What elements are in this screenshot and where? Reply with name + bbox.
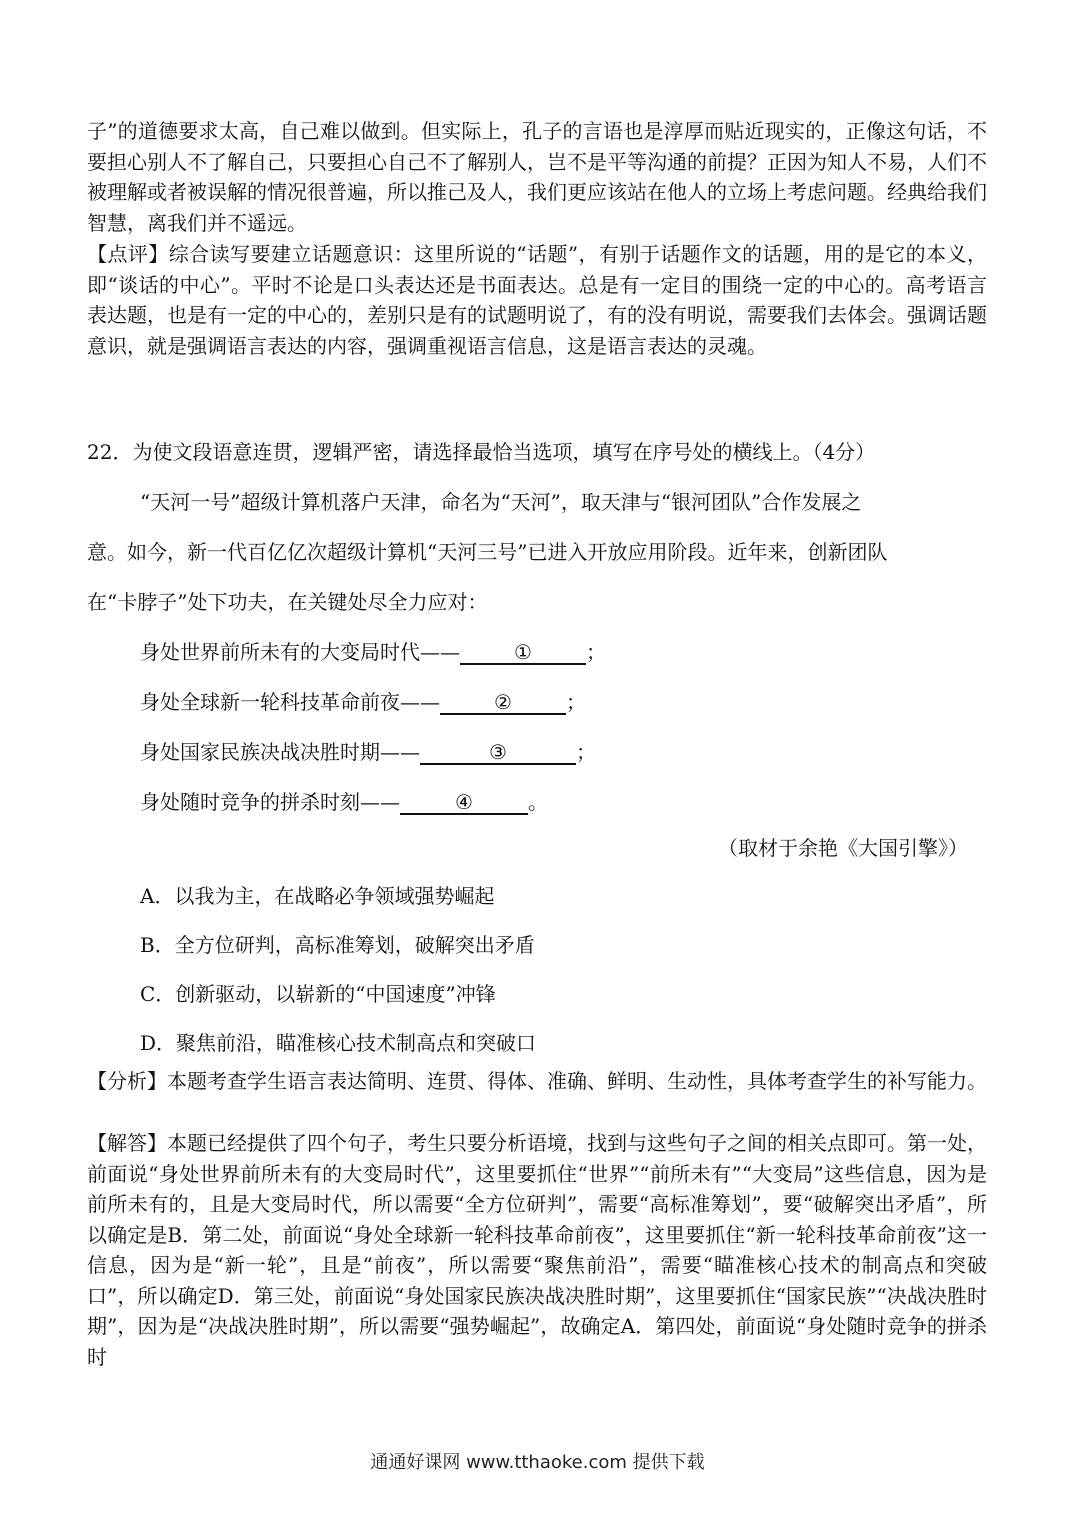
answer-blank-3[interactable]: ③ <box>420 741 576 765</box>
source-citation: （取材于余艳《大国引擎》） <box>718 836 968 860</box>
fill-item-text: 身处全球新一轮科技革命前夜—— <box>140 690 440 714</box>
fill-item-end: ； <box>576 740 596 764</box>
fill-item-1 <box>140 636 606 665</box>
option-d[interactable]: D．聚焦前沿，瞄准核心技术制高点和突破口 <box>140 1031 537 1055</box>
fill-item-end: ； <box>566 690 586 714</box>
option-b[interactable]: B．全方位研判，高标准筹划，破解突出矛盾 <box>140 933 535 957</box>
passage-line-3: 在“卡脖子”处下功夫，在关键处尽全力应对： <box>87 590 488 614</box>
fill-item-2 <box>140 686 586 715</box>
option-c[interactable]: C．创新驱动，以崭新的“中国速度”冲锋 <box>140 982 496 1006</box>
fill-item-text: 身处国家民族决战决胜时期—— <box>140 740 420 764</box>
option-a[interactable]: A．以我为主，在战略必争领域强势崛起 <box>140 884 495 908</box>
fill-item-text: 身处世界前所未有的大变局时代—— <box>140 640 460 664</box>
fill-item-end: ； <box>586 640 606 664</box>
fill-item-text: 身处随时竞争的拼杀时刻—— <box>140 790 400 814</box>
question-title: 22．为使文段语意连贯，逻辑严密，请选择最恰当选项，填写在序号处的横线上。（4分） <box>87 440 876 464</box>
fill-item-4 <box>140 786 548 815</box>
answer-blank-4[interactable]: ④ <box>400 791 528 815</box>
answer-blank-1[interactable]: ① <box>460 641 586 665</box>
passage-line-2: 意。如今，新一代百亿亿次超级计算机“天河三号”已进入开放应用阶段。近年来，创新团队 <box>87 540 888 564</box>
analysis-paragraph: 【分析】本题考查学生语言表达简明、连贯、得体、准确、鲜明、生动性，具体考查学生的补写能力。 <box>87 1069 987 1093</box>
fill-item-end: 。 <box>528 790 548 814</box>
answer-paragraph: 【解答】本题已经提供了四个句子，考生只要分析语境，找到与这些句子之间的相关点即可。第一处，前面说“身处世界前所未有的大变局时代”，这里要抓住“世界”“前所未有”“大变局”这些信息，因为是前所未有的，且是大变局时代，所以需要“全方位研判”，需要“高标准筹划”，要“破解突出矛盾”，所以确定是B．第二处，前面说“身处全球新一轮科技革命前夜”，这里要抓住“新一轮科技革命前夜”这一信息，因为是“新一轮”，且是“前夜”，所以需要“聚焦前沿”，需要“瞄准核心技术的制高点和突破口”，所以确定D．第三处，前面说“身处国家民族决战决胜时期”，这里要抓住“国家民族”“决战决胜时期”，因为是“决战决胜时期”，所以需要“强势崛起”，故确定A．第四处，前面说“身处随时竞争的拼杀时 <box>87 1131 987 1369</box>
answer-blank-2[interactable]: ② <box>440 691 566 715</box>
intro-paragraph: 子”的道德要求太高，自己难以做到。但实际上，孔子的言语也是淳厚而贴近现实的，正像这句话，不要担心别人不了解自己，只要担心自己不了解别人，岂不是平等沟通的前提？正因为知人不易，人们不被理解或者被误解的情况很普遍，所以推己及人，我们更应该站在他人的立场上考虑问题。经典给我们智慧，离我们并不遥远。 <box>87 119 987 235</box>
fill-item-3 <box>140 736 596 765</box>
passage-line-1: “天河一号”超级计算机落户天津，命名为“天河”，取天津与“银河团队”合作发展之 <box>140 490 862 514</box>
page-footer: 通通好课网 www.tthaoke.com 提供下载 <box>370 1452 705 1473</box>
comment-paragraph: 【点评】综合读写要建立话题意识：这里所说的“话题”，有别于话题作文的话题，用的是它的本义，即“谈话的中心”。平时不论是口头表达还是书面表达。总是有一定目的围绕一定的中心的。高考语言表达题，也是有一定的中心的，差别只是有的试题明说了，有的没有明说，需要我们去体会。强调话题意识，就是强调语言表达的内容，强调重视语言信息，这是语言表达的灵魂。 <box>87 242 987 358</box>
